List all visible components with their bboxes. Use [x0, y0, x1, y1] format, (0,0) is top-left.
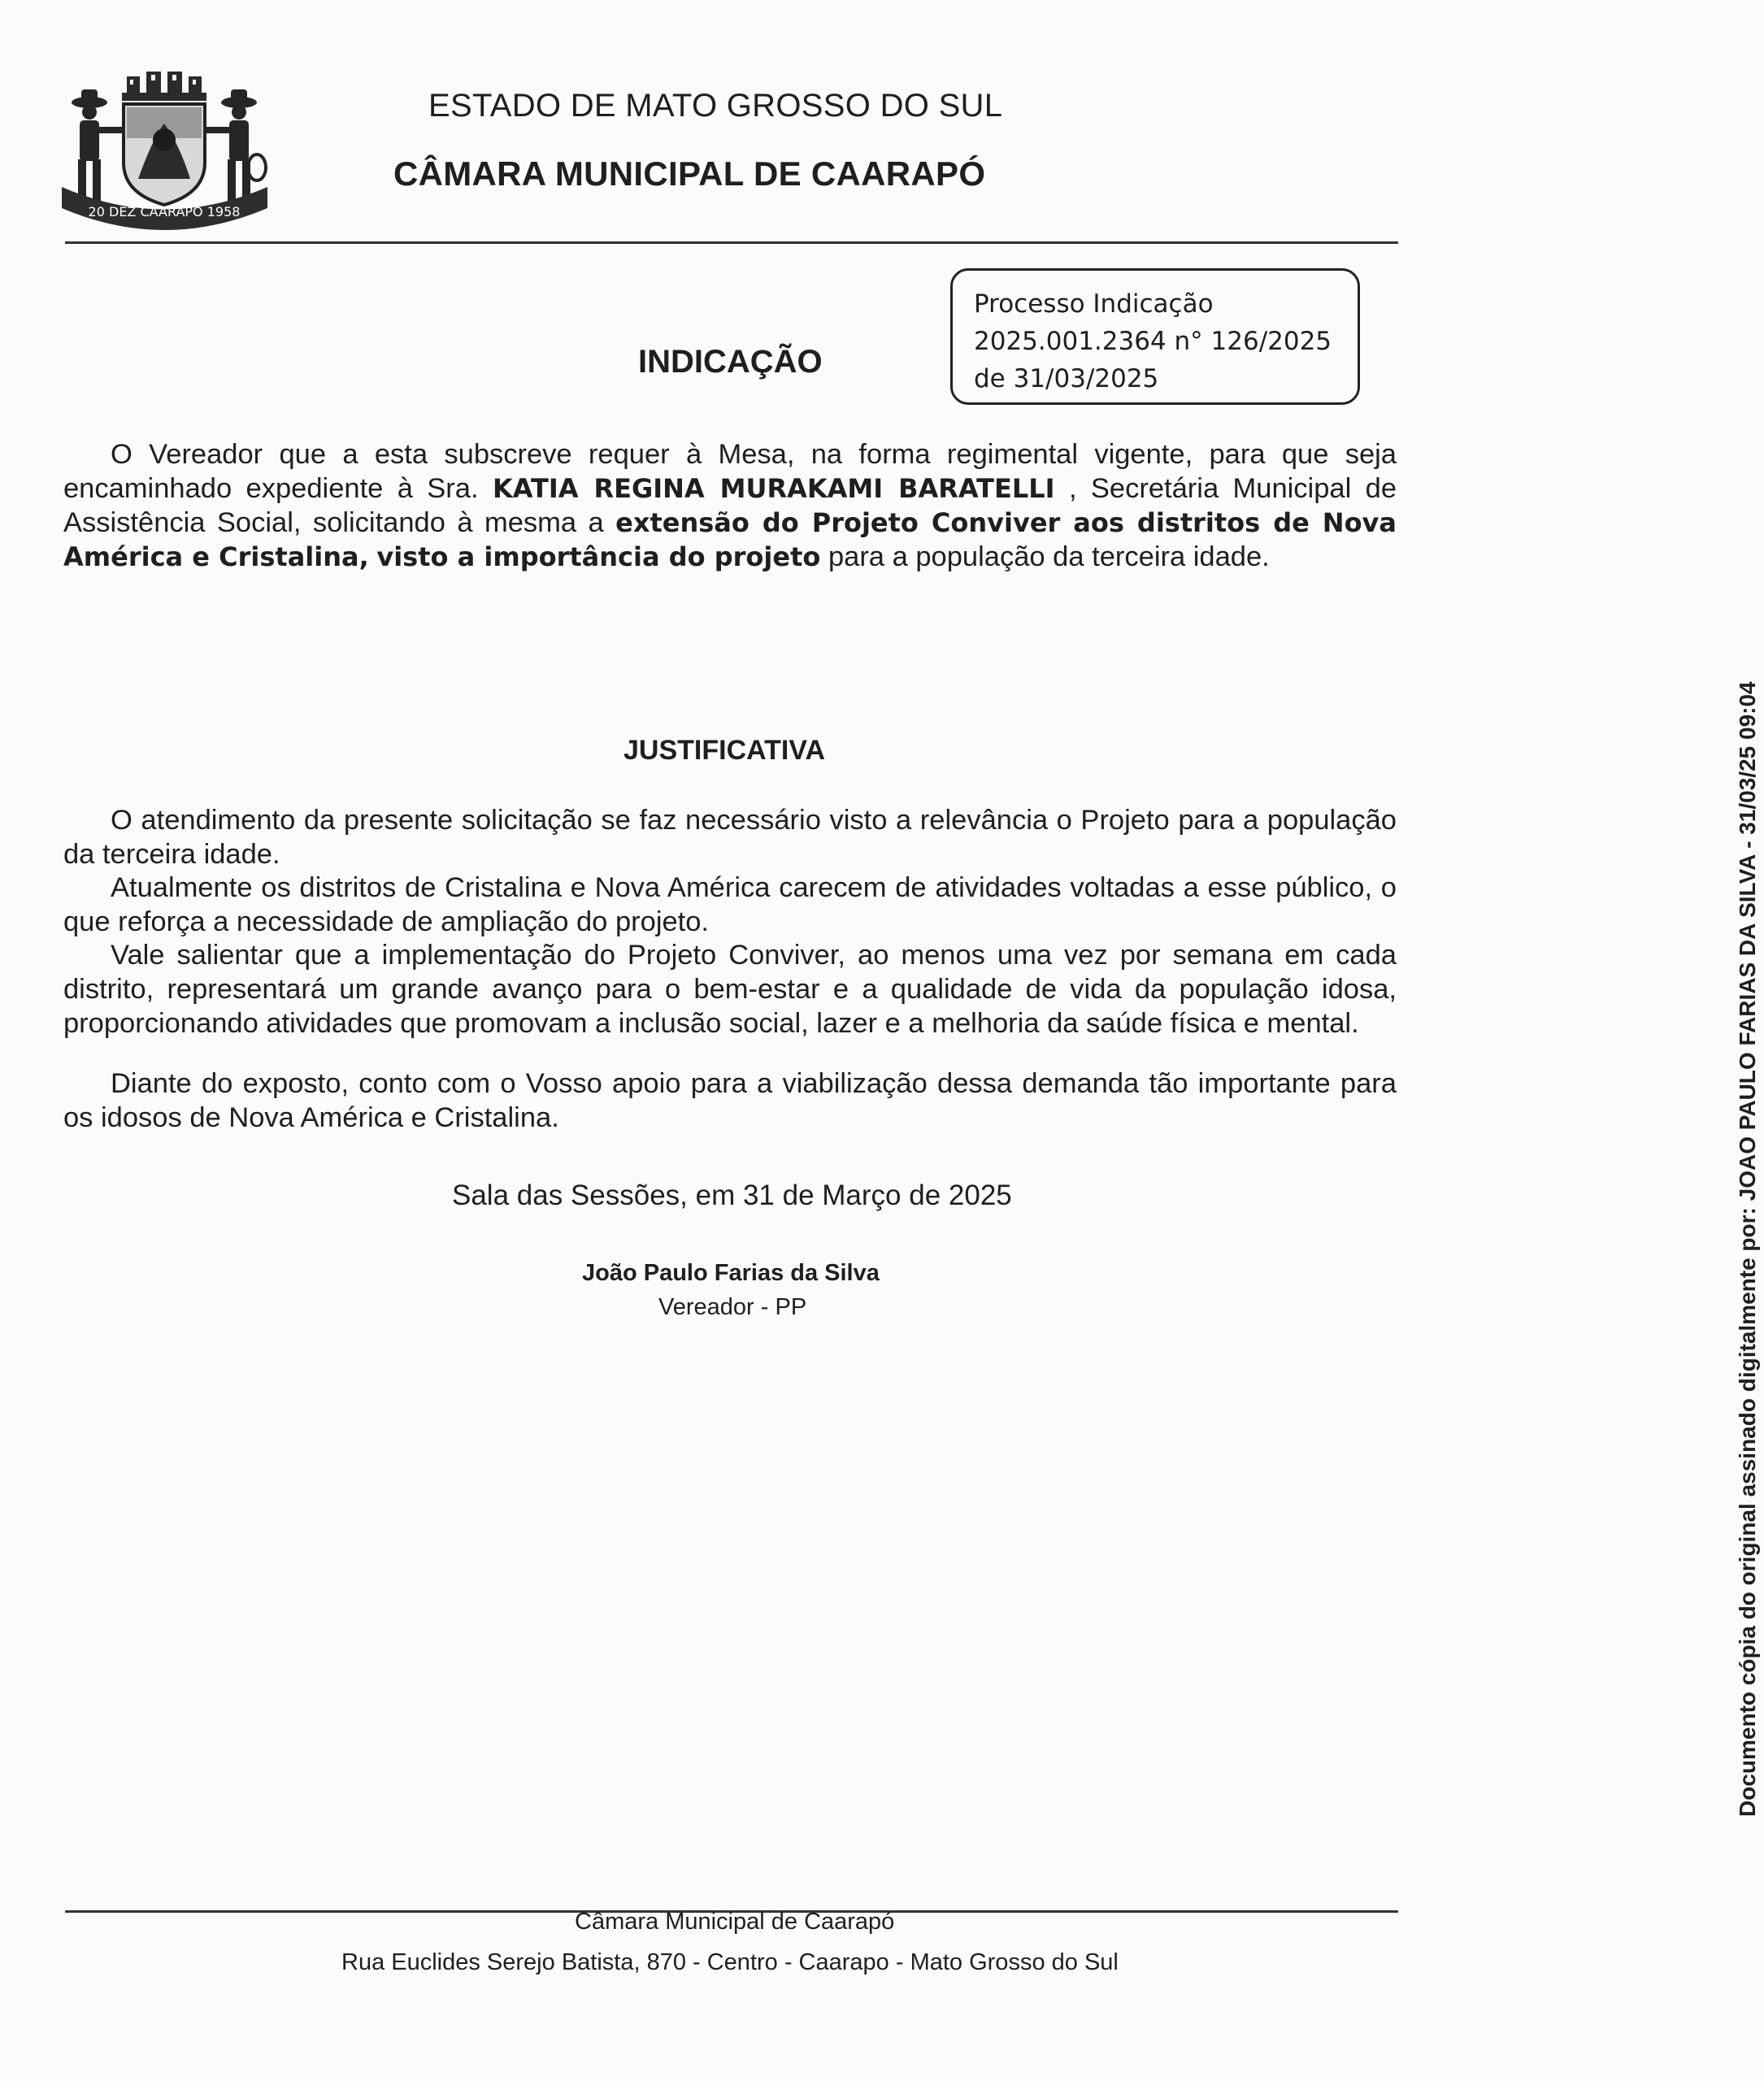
digital-signature-stamp: Documento cópia do original assinado digitalmente por: JOAO PAULO FARIAS DA SILVA - 31/03/25 09:04	[1735, 681, 1760, 1817]
process-number: 2025.001.2364 n° 126/2025	[974, 327, 1332, 356]
municipal-coat-of-arms-icon	[57, 65, 272, 228]
justification-paragraph-4: Diante do exposto, conto com o Vosso apoio para a viabilização dessa demanda tão importante para os idosos de Nova América e Cristalina.	[63, 1068, 1397, 1133]
request-emphasis-1: extensão do Projeto Conviver aos distritos de Nova América e Cristalina,	[63, 507, 1397, 572]
justification-paragraph-1: O atendimento da presente solicitação se faz necessário visto a relevância o Projeto para a população da terceira idade.	[63, 805, 1397, 870]
header-divider	[65, 241, 1398, 244]
process-label: Processo Indicação	[974, 289, 1214, 319]
request-text-3	[369, 541, 377, 572]
document-title: INDICAÇÃO	[638, 344, 823, 380]
place-and-date: Sala das Sessões, em 31 de Março de 2025	[452, 1180, 1012, 1211]
request-emphasis-2: visto a importância do projeto	[376, 541, 821, 572]
recipient-name: KATIA REGINA MURAKAMI BARATELLI	[492, 473, 1055, 504]
footer-organization: Câmara Municipal de Caarapó	[575, 1909, 895, 1935]
request-text-2: , Secretária Municipal de Assistência Social, solicitando à mesma a	[63, 473, 1397, 538]
request-text-1: O Vereador que a esta subscreve requer à Mesa, na forma regimental vigente, para que seja encaminhado expediente à Sra.	[63, 439, 1397, 504]
process-stamp-box	[950, 268, 1360, 405]
process-date: de 31/03/2025	[974, 364, 1159, 393]
request-paragraph	[63, 437, 1397, 574]
request-text-4: para a população da terceira idade.	[820, 541, 1270, 572]
justification-title: JUSTIFICATIVA	[623, 735, 826, 766]
justification-paragraph-3: Vale salientar que a implementação do Projeto Conviver, ao menos uma vez por semana em cada distrito, representará um grande avanço para o bem-estar e a qualidade de vida da população idosa, proporcionando atividades que promovam a inclusão social, lazer e a melhoria da saúde física e mental.	[63, 940, 1397, 1039]
crest-ribbon-text: 20 DEZ CAARAPÓ 1958	[88, 204, 241, 219]
footer-address: Rua Euclides Serejo Batista, 870 - Centro - Caarapo - Mato Grosso do Sul	[341, 1949, 1119, 1975]
chamber-name: CÂMARA MUNICIPAL DE CAARAPÓ	[393, 154, 986, 193]
state-name: ESTADO DE MATO GROSSO DO SUL	[428, 88, 1003, 124]
justification-paragraph-2: Atualmente os distritos de Cristalina e Nova América carecem de atividades voltadas a esse público, o que reforça a necessidade de ampliação do projeto.	[63, 872, 1397, 937]
signer-role: Vereador - PP	[658, 1294, 807, 1320]
signer-name: João Paulo Farias da Silva	[582, 1260, 880, 1286]
